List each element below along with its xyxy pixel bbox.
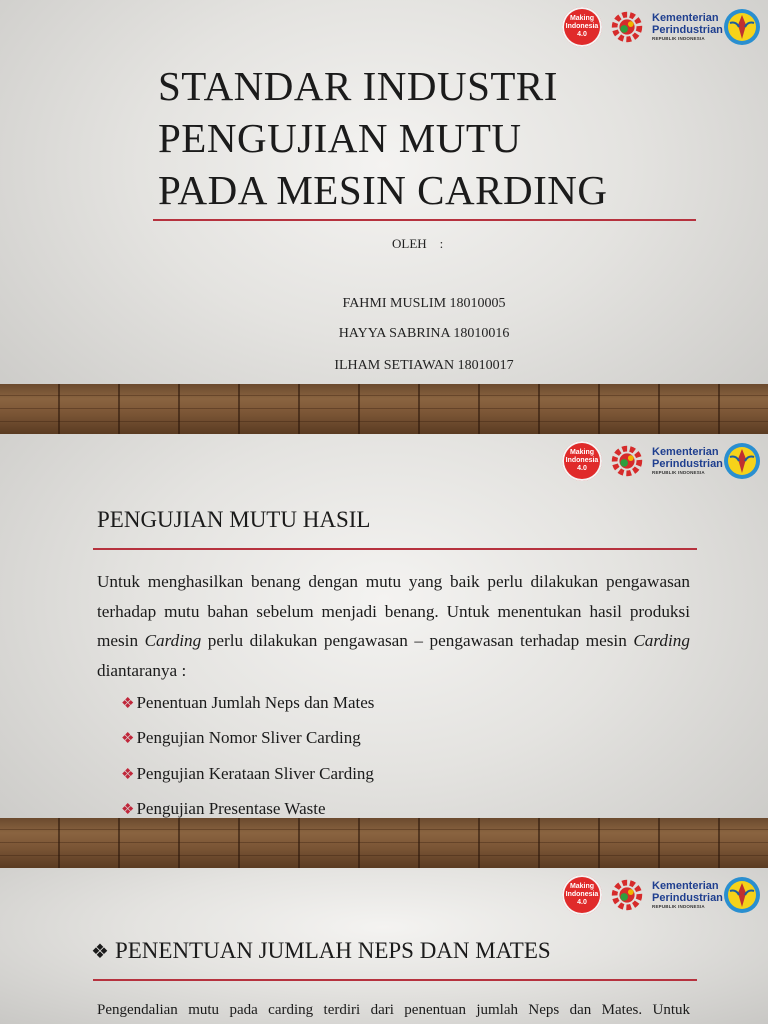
diamond-bullet-icon: ❖ — [121, 731, 135, 748]
kemenperin-line: Perindustrian — [652, 458, 723, 470]
title-divider — [153, 219, 696, 221]
title-slide — [0, 0, 768, 434]
making-logo-text: Making — [569, 449, 595, 456]
author-name: FAHMI MUSLIM 18010005 — [342, 296, 506, 311]
garuda-emblem — [722, 441, 762, 481]
kemenperin-wordmark — [652, 880, 723, 910]
making-indonesia-logo — [562, 7, 602, 47]
kemenperin-line: Kementerian — [652, 12, 719, 24]
list-item-text: Pengujian Nomor Sliver Carding — [136, 728, 361, 748]
title-line: STANDAR INDUSTRI — [158, 63, 558, 109]
oleh-label: OLEH : — [392, 236, 444, 251]
slide-title — [91, 938, 551, 964]
list-item-text: Penentuan Jumlah Neps dan Mates — [136, 693, 375, 712]
garuda-emblem — [722, 875, 762, 915]
logo-bar — [562, 4, 762, 50]
content-slide — [0, 434, 768, 868]
making-logo-text: Making — [569, 15, 595, 22]
title-line: PADA MESIN CARDING — [158, 167, 608, 213]
bullet-list — [121, 686, 374, 827]
logo-bar — [562, 438, 762, 484]
body-text: Untuk menghasilkan benang dengan mutu yang baik perlu dilakukan pengawasan terhadap mutu bahan sebelum menjadi benang. Untuk menentukan hasil produksi mesin — [97, 572, 690, 650]
logo-bar — [562, 872, 762, 918]
gear-logo — [608, 442, 646, 480]
gear-logo — [608, 876, 646, 914]
list-item — [121, 721, 374, 756]
gear-logo — [608, 8, 646, 46]
kemenperin-subline: REPUBLIK INDONESIA — [652, 470, 705, 475]
title-line: PENGUJIAN MUTU — [158, 115, 522, 161]
kemenperin-subline: REPUBLIK INDONESIA — [652, 904, 705, 909]
kemenperin-wordmark — [652, 12, 723, 42]
diamond-bullet-icon: ❖ — [121, 696, 135, 712]
making-logo-text: 4.0 — [577, 31, 587, 38]
body-paragraph — [97, 567, 690, 685]
kemenperin-subline: REPUBLIK INDONESIA — [652, 36, 705, 41]
slide-title — [158, 60, 607, 216]
title-divider — [93, 548, 697, 550]
title-divider — [93, 979, 697, 981]
diamond-bullet-icon: ❖ — [121, 766, 135, 783]
kemenperin-line: Kementerian — [652, 446, 719, 458]
making-logo-text: Making — [569, 883, 595, 890]
wood-floor — [0, 818, 768, 868]
making-indonesia-logo — [562, 441, 602, 481]
author-name: HAYYA SABRINA 18010016 — [338, 326, 510, 341]
content-slide — [0, 868, 768, 1024]
making-logo-text: Indonesia — [565, 23, 599, 30]
kemenperin-line: Perindustrian — [652, 24, 723, 36]
body-paragraph: Pengendalian mutu pada carding terdiri dari penentuan jumlah Neps dan Mates. Untuk — [97, 1002, 690, 1018]
making-logo-text: Indonesia — [565, 891, 599, 898]
kemenperin-line: Kementerian — [652, 880, 719, 892]
body-text: diantaranya : — [97, 660, 187, 680]
list-item — [121, 757, 374, 792]
list-item-text: Pengujian Presentase Waste — [136, 798, 326, 818]
making-logo-text: Indonesia — [565, 457, 599, 464]
body-emphasis: Carding — [633, 631, 690, 650]
body-emphasis: Carding — [144, 631, 202, 650]
kemenperin-wordmark — [652, 446, 723, 476]
list-item — [121, 686, 374, 721]
diamond-bullet-icon: ❖ — [91, 941, 109, 963]
list-item-text: Pengujian Kerataan Sliver Carding — [136, 763, 374, 783]
diamond-bullet-icon: ❖ — [121, 801, 135, 818]
wood-floor — [0, 384, 768, 434]
making-logo-text: 4.0 — [577, 899, 587, 906]
slide-title-text: PENENTUAN JUMLAH NEPS DAN MATES — [114, 938, 551, 963]
slide-title: PENGUJIAN MUTU HASIL — [97, 507, 371, 532]
kemenperin-line: Perindustrian — [652, 892, 723, 904]
body-text: perlu dilakukan pengawasan – pengawasan terhadap mesin — [201, 631, 634, 650]
garuda-emblem — [722, 7, 762, 47]
making-indonesia-logo — [562, 875, 602, 915]
author-name: ILHAM SETIAWAN 18010017 — [334, 358, 514, 373]
making-logo-text: 4.0 — [577, 465, 587, 472]
